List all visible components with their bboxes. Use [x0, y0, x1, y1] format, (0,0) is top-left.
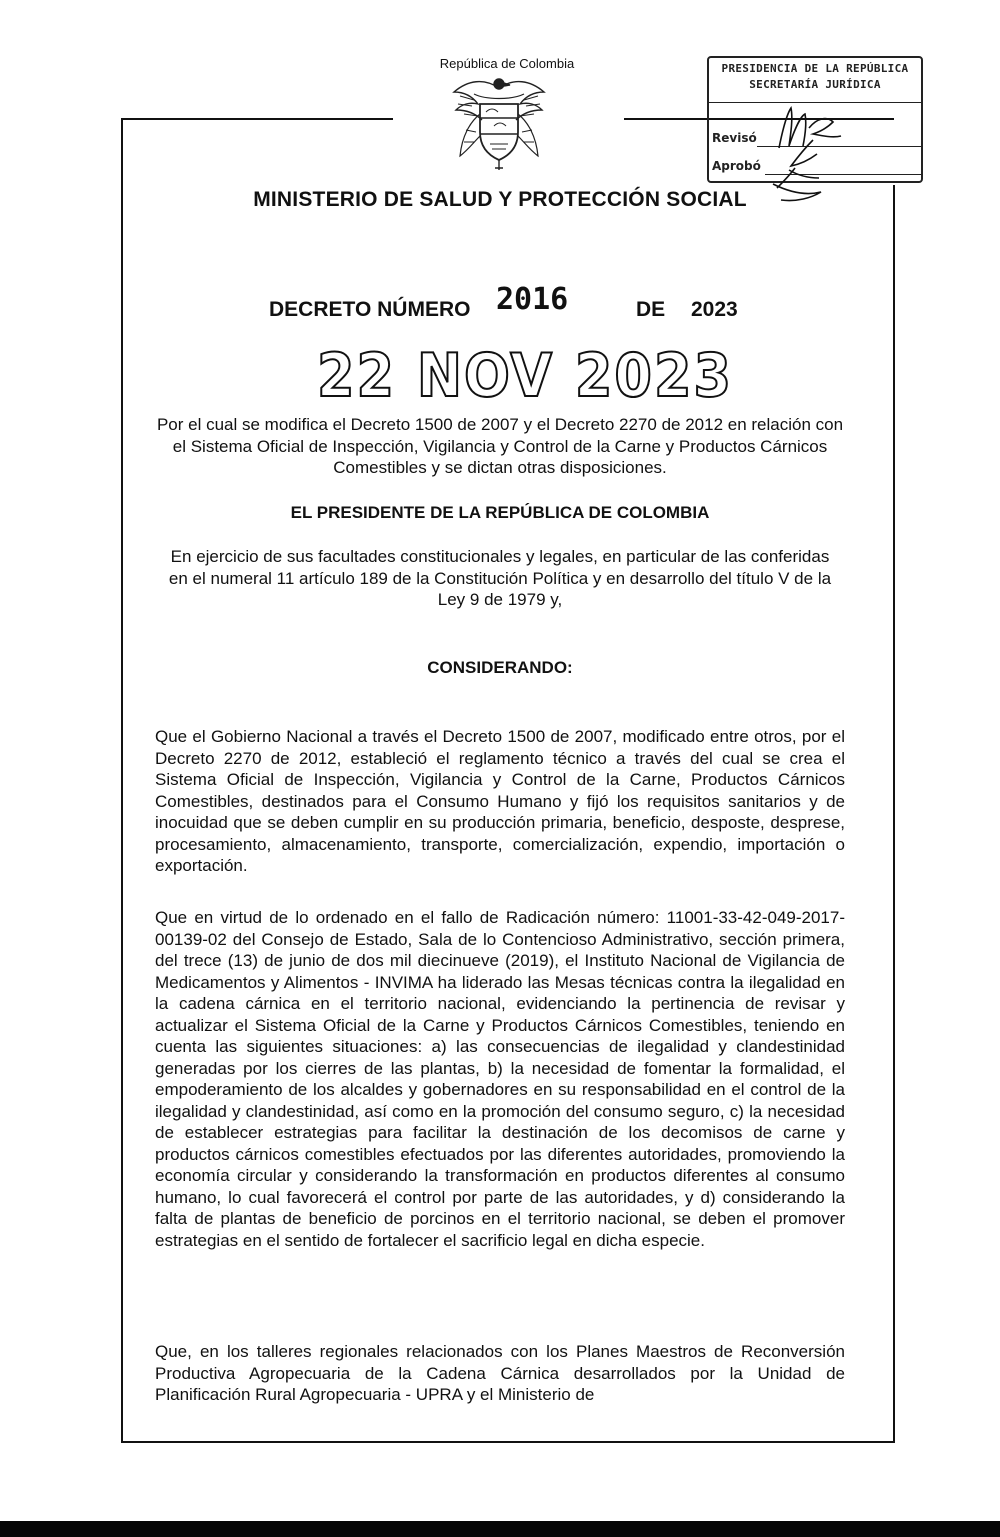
- frame-top-left-rule: [121, 118, 393, 120]
- stamp-subtitle: SECRETARÍA JURÍDICA: [749, 78, 881, 91]
- stamp-divider: [709, 102, 921, 103]
- ministry-title: MINISTERIO DE SALUD Y PROTECCIÓN SOCIAL: [253, 188, 747, 211]
- decree-epigraph: Por el cual se modifica el Decreto 1500 de 2007 y el Decreto 2270 de 2012 en relación con el Sistema Oficial de Inspección, Vigilancia y Control de la Carne y Productos Cárnicos Comestibles y se dictan otras disposiciones.: [156, 415, 844, 477]
- considerando-paragraph-2: Que en virtud de lo ordenado en el fallo de Radicación número: 11001-33-42-049-2017-00139-02 del Consejo de Estado, Sala de lo Contencioso Administrativo, sección primera, del trece (13) de junio de dos mil diecinueve (2019), el Instituto Nacional de Vigilancia de Medicamentos y Alimentos - INVIMA ha liderado las Mesas técnicas contra la ilegalidad en la cadena cárnica en el territorio nacional, evidenciando la pertinencia de revisar y actualizar el Sistema Oficial de la Carne y Productos Cárnicos Comestibles, teniendo en cuenta las siguientes situaciones: a) las consecuencias de ilegalidad y clandestinidad generadas por los cierres de las plantas, b) la necesidad de fomentar la formalidad, el empoderamiento de los alcaldes y gobernadores en su responsabilidad en el control de la ilegalidad y clandestinidad, así como en la promoción del consumo seguro, c) la necesidad de establecer estrategias para facilitar la destinación de los decomisos de carne y productos cárnicos comestibles efectuados por las diferentes autoridades, promoviendo la economía circular y considerando la transformación en productos diferentes al consumo humano, lo cual favorecerá el control por parte de las autoridades, y d) considerando la falta de plantas de beneficio de porcinos en el territorio nacional, se deben el promover estrategias en el sentido de fortalecer el sacrificio legal en dicha especie.: [155, 908, 845, 1250]
- considerando-paragraph-3: Que, en los talleres regionales relacionados con los Planes Maestros de Reconversión Productiva Agropecuaria de la Cadena Cárnica desarrollados por la Unidad de Planificación Rural Agropecuaria - UPRA y el Ministerio de: [155, 1342, 845, 1404]
- date-stamp-text: 22 NOV 2023: [316, 341, 734, 411]
- stamp-reviso-label: Revisó: [712, 131, 757, 145]
- considerando-heading: CONSIDERANDO:: [427, 658, 573, 677]
- scan-bottom-band: [0, 1521, 1000, 1537]
- stamp-title: PRESIDENCIA DE LA REPÚBLICA: [721, 62, 909, 75]
- president-heading: EL PRESIDENTE DE LA REPÚBLICA DE COLOMBIA: [290, 503, 710, 522]
- country-label: República de Colombia: [439, 56, 575, 71]
- stamp-reviso-line: [757, 146, 921, 147]
- stamp-aprobo-label: Aprobó: [712, 159, 761, 173]
- frame-bottom-rule: [121, 1441, 895, 1443]
- date-stamp: [316, 340, 734, 411]
- stamp-aprobo-line: [765, 174, 921, 175]
- legal-basis-paragraph: En ejercicio de sus facultades constitucionales y legales, en particular de las conferidas en el numeral 11 artículo 189 de la Constitución Política y en desarrollo del título V de la Ley 9 de 1979 y,: [168, 547, 832, 609]
- decree-number-label: DECRETO NÚMERO: [269, 298, 471, 321]
- frame-right-rule: [893, 185, 895, 1442]
- frame-left-rule: [121, 118, 123, 1442]
- decree-year: 2023: [691, 298, 738, 321]
- considerando-paragraph-1: Que el Gobierno Nacional a través el Decreto 1500 de 2007, modificado entre otros, por el Decreto 2270 de 2012, estableció el reglamento técnico a través del cual se crea el Sistema Oficial de Inspección, Vigilancia y Control de la Carne, Productos Cárnicos Comestibles, destinados para el Consumo Humano y fijó los requisitos sanitarios y de inocuidad que se deben cumplir en su producción primaria, beneficio, desposte, desprese, procesamiento, almacenamiento, transporte, comercialización, expendio, importación o exportación.: [155, 727, 845, 875]
- decree-de-label: DE: [636, 298, 666, 321]
- coat-of-arms-icon: [440, 70, 558, 174]
- decree-number: 2016: [496, 282, 569, 317]
- presidencia-review-stamp: [707, 56, 923, 183]
